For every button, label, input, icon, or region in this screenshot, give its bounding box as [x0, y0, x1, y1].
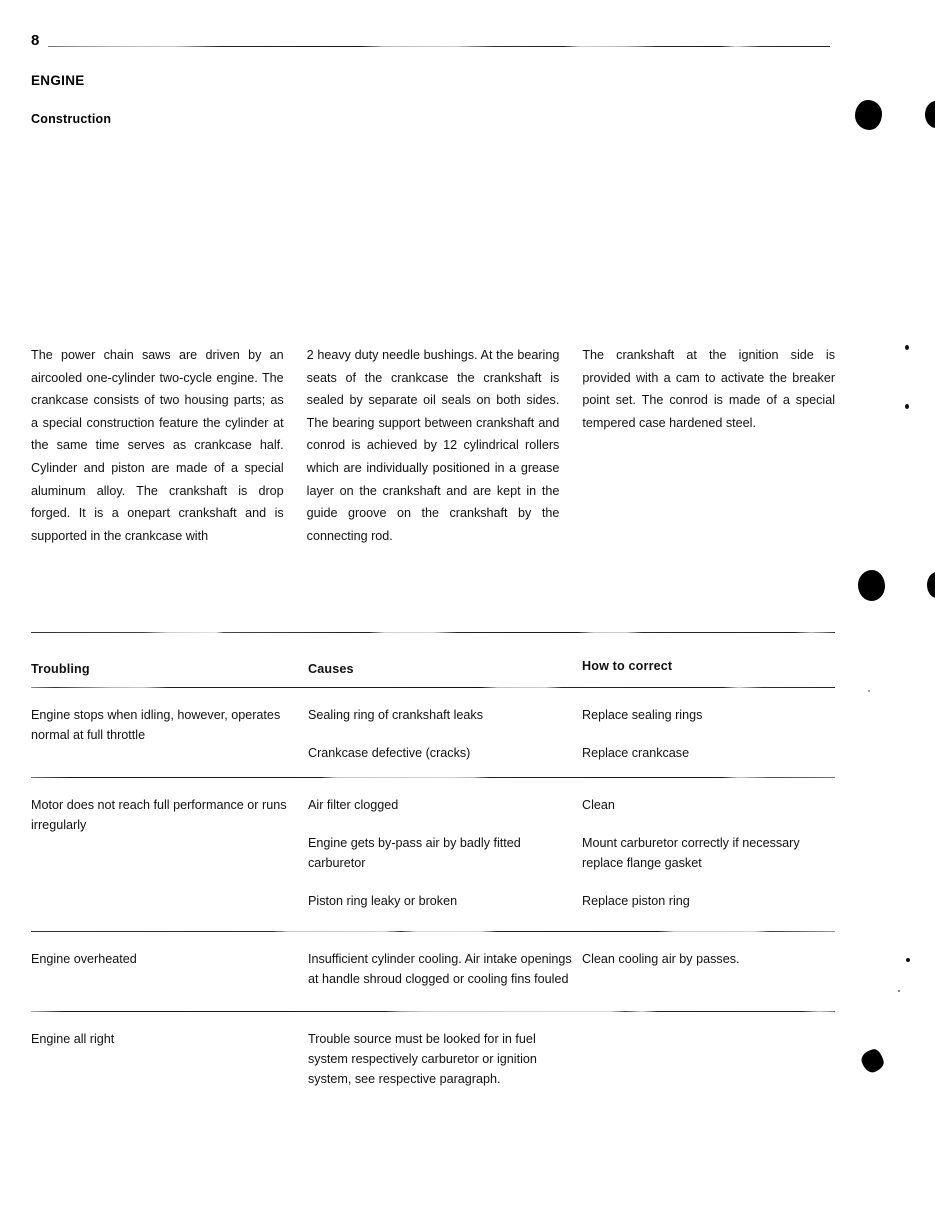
table-rule-header-bottom: [31, 687, 835, 688]
cell-troubling: Engine overheated: [31, 952, 137, 966]
correction-item: Clean cooling air by passes.: [582, 952, 740, 966]
table-rule-row-divider: [31, 931, 835, 932]
scan-artifact-speck: [906, 958, 910, 962]
body-column-1: [31, 344, 284, 547]
table-row: [31, 1012, 835, 1099]
cell-corrections: [582, 949, 835, 989]
cause-item: Trouble source must be looked for in fuel system respectively carburetor or ignition system, see respective paragraph.: [308, 1032, 537, 1086]
cause-item: Crankcase defective (cracks): [308, 746, 471, 760]
cause-item: Piston ring leaky or broken: [308, 894, 458, 908]
body-text-columns: [31, 344, 835, 547]
troubleshooting-table: [31, 632, 835, 1099]
scan-artifact-blob: [855, 100, 882, 130]
body-column-3: [582, 344, 835, 547]
scan-artifact-speck: [905, 404, 909, 409]
correction-item: Clean: [582, 798, 615, 812]
header-rule: [48, 46, 830, 47]
cause-item: Air filter clogged: [308, 798, 399, 812]
scan-artifact-blob: [927, 572, 935, 598]
table-rule-row-divider: [31, 1011, 835, 1012]
cause-item: Insufficient cylinder cooling. Air intake openings at handle shroud clogged or cooling fins fouled: [308, 952, 572, 986]
subsection-title: Construction: [31, 112, 112, 126]
figure-placeholder: [31, 142, 831, 338]
cell-corrections: [582, 795, 835, 911]
table-rule-row-divider: [31, 777, 835, 778]
scan-artifact-speck: [898, 990, 900, 992]
scan-artifact-blob: [858, 570, 885, 601]
correction-item: Mount carburetor correctly if necessary replace flange gasket: [582, 836, 800, 870]
column-header-troubling: Troubling: [31, 662, 90, 676]
cell-causes: [308, 949, 582, 989]
cell-troubling: Engine all right: [31, 1032, 115, 1046]
correction-item: Replace sealing rings: [582, 708, 703, 722]
body-paragraph-1: The power chain saws are driven by an aircooled one-cylinder two-cycle engine. The crankcase consists of two housing parts; as a special construction feature the cylinder at the same time serves as crankcase half. Cylinder and piston are made of a special aluminum alloy. The crankshaft is drop forged. It is a onepart crankshaft and is supported in the crankcase with: [31, 348, 284, 543]
cell-corrections: [582, 1029, 835, 1089]
table-header-row: [31, 633, 835, 687]
correction-item: Replace crankcase: [582, 746, 690, 760]
scan-artifact-blob: [925, 101, 935, 128]
cell-causes: [308, 1029, 582, 1089]
body-paragraph-3: The crankshaft at the ignition side is provided with a cam to activate the breaker point set. The conrod is made of a special tempered case hardened steel.: [582, 348, 836, 430]
scan-artifact-speck: [868, 690, 870, 692]
page-number: 8: [31, 32, 40, 49]
cell-corrections: [582, 705, 835, 763]
body-paragraph-2: 2 heavy duty needle bushings. At the bearing seats of the crankcase the crankshaft is sealed by separate oil seals on both sides. The bearing support between crankshaft and conrod is achieved by 12 cylindrical rollers which are individually positioned in a grease layer on the crankshaft and are kept in the guide groove on the crankshaft by the connecting rod.: [306, 348, 560, 543]
cell-troubling: Engine stops when idling, however, operates normal at full throttle: [31, 708, 281, 742]
cell-troubling: Motor does not reach full performance or runs irregularly: [31, 798, 287, 832]
column-header-causes: Causes: [308, 662, 354, 676]
section-title: ENGINE: [31, 73, 85, 88]
table-row: [31, 932, 835, 1011]
column-header-how-to-correct: How to correct: [582, 659, 673, 673]
table-row: [31, 688, 835, 777]
scan-artifact-speck: [905, 345, 909, 350]
cell-causes: [308, 795, 582, 911]
scan-artifact-blob: [859, 1047, 886, 1074]
table-row: [31, 778, 835, 931]
cause-item: Sealing ring of crankshaft leaks: [308, 708, 484, 722]
cause-item: Engine gets by-pass air by badly fitted carburetor: [308, 836, 521, 870]
body-column-2: [307, 344, 560, 547]
table-rule-top: [31, 632, 835, 633]
cell-causes: [308, 705, 582, 763]
correction-item: Replace piston ring: [582, 894, 690, 908]
